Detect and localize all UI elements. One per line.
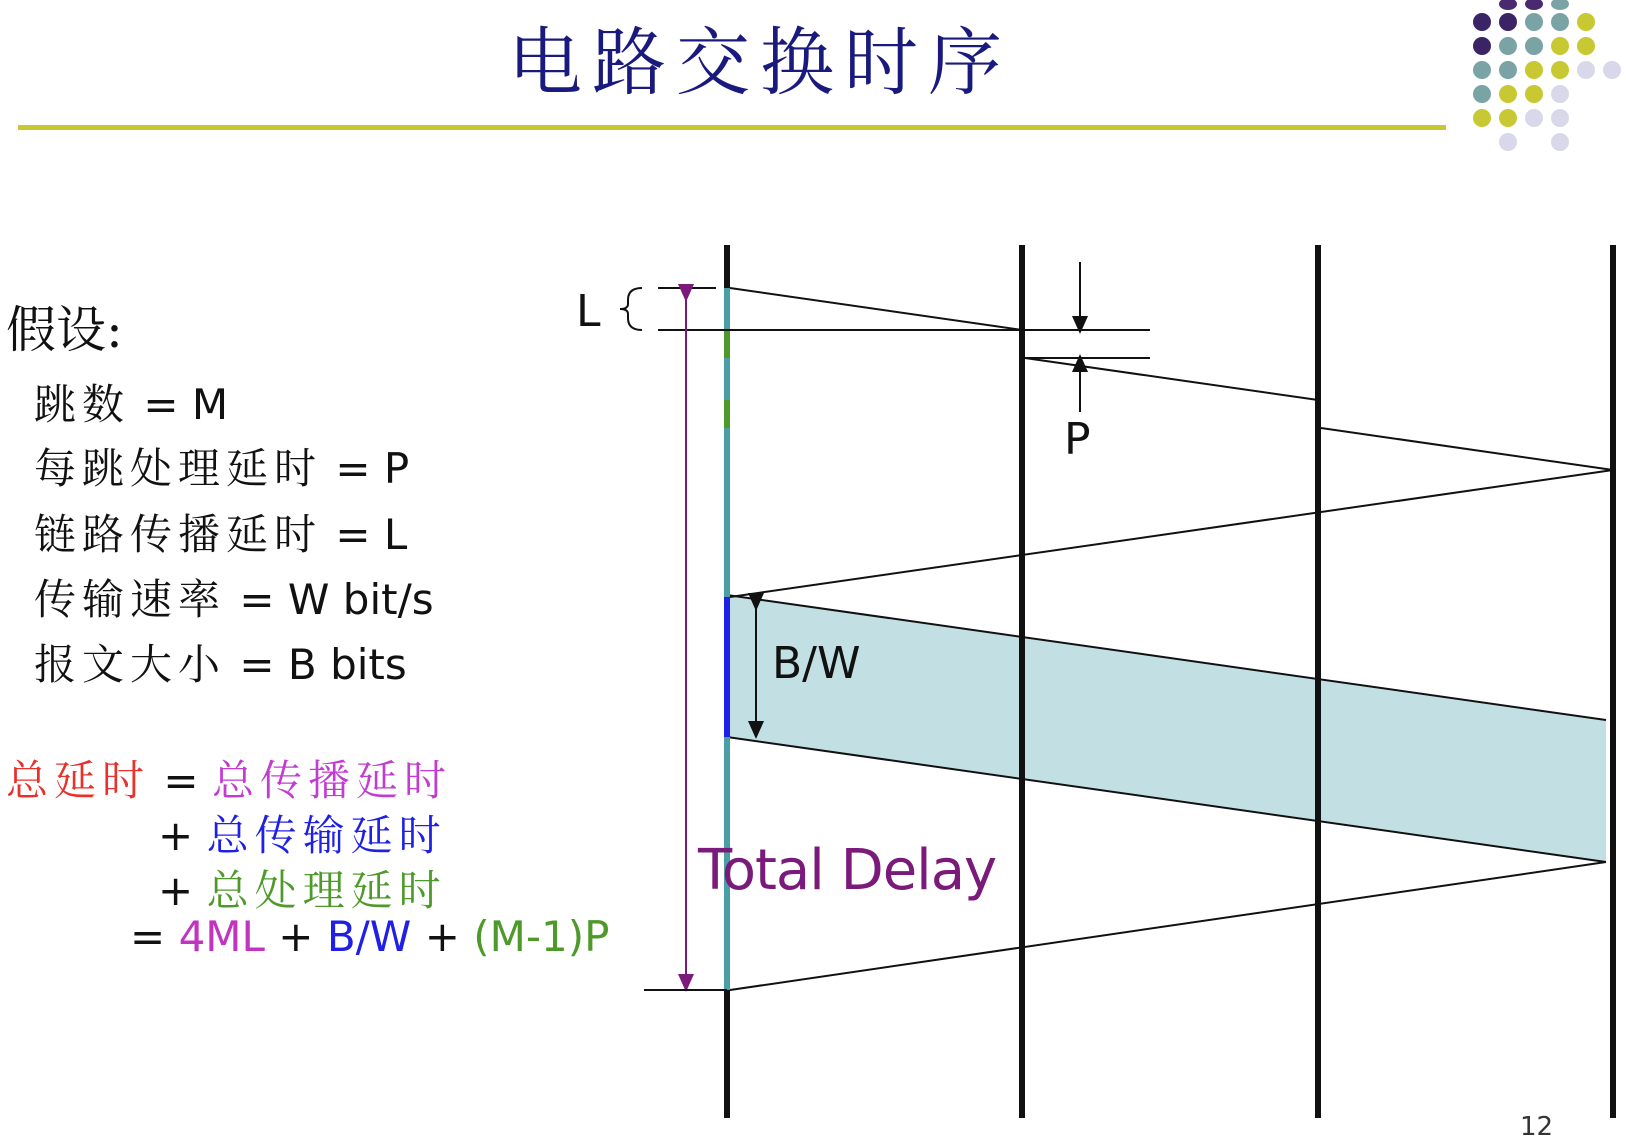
setup-signal-hop-1 [730,288,1022,330]
formula-4ML: 4ML [178,912,265,961]
param-rate-name: 传输速率 [34,575,227,624]
l-brace [620,288,642,330]
formula-plus: + [158,811,194,860]
ack-signal [730,470,1613,597]
formula-plus: + [278,912,314,961]
setup-signal-hop-3 [1321,428,1613,470]
formula-total-transmission: 总传输延时 [206,811,447,860]
param-propagation-value: = L [335,510,408,559]
formula-equals: = [163,756,199,805]
setup-signal-hop-2 [1025,358,1318,400]
param-processing-name: 每跳处理延时 [34,444,323,493]
label-P: P [1064,414,1091,465]
slide-title: 电路交换时序 [508,20,1012,106]
formula-BW: B/W [326,912,412,961]
formula-M-1-P: (M-1)P [473,912,610,961]
label-L: L [576,286,601,337]
param-hops-name: 跳数 [34,380,131,429]
page-number: 12 [1520,1112,1554,1142]
transmission-band [727,595,1606,862]
label-total-delay: Total Delay [698,838,997,903]
formula-total-processing: 总处理延时 [206,866,447,915]
param-propagation-name: 链路传播延时 [34,510,323,559]
label-BW: B/W [772,638,861,689]
formula-total-propagation: 总传播延时 [211,756,452,805]
param-rate-value: = W bit/s [239,575,434,624]
param-message-size-value: = B bits [239,640,407,689]
param-message-size-name: 报文大小 [34,640,227,689]
formula-plus: + [158,866,194,915]
param-processing-value: = P [335,444,410,493]
param-hops-value: = M [143,380,229,429]
formula-equals: = [130,912,166,961]
assumptions-heading: 假设: [6,301,123,359]
formula-plus: + [424,912,460,961]
formula-total-delay: 总延时 [6,756,151,805]
